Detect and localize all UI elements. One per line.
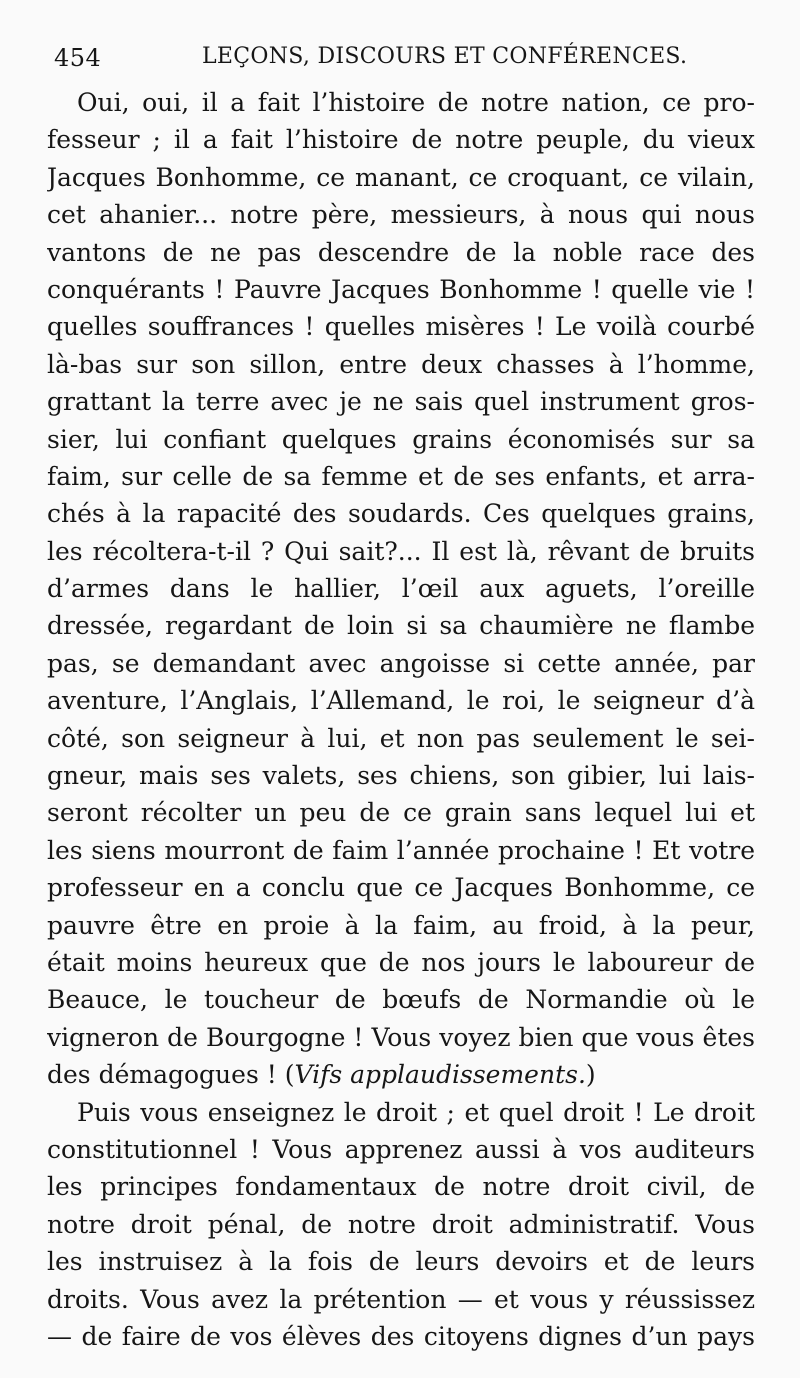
text-line: grattant la terre avec je ne sais quel instrument gros- <box>47 387 755 417</box>
text-line: vantons de ne pas descendre de la noble race des <box>47 237 755 267</box>
text-line: chés à la rapacité des soudards. Ces quelques grains, <box>47 499 755 529</box>
text-line: les récoltera-t-il ? Qui sait?... Il est là, rêvant de bruits <box>47 536 755 566</box>
page-number: 454 <box>54 44 102 72</box>
running-head: LEÇONS, DISCOURS ET CONFÉRENCES. <box>202 44 688 69</box>
text-line: Puis vous enseignez le droit ; et quel droit ! Le droit <box>77 1097 755 1127</box>
text-line: les siens mourront de faim l’année prochaine ! Et votre <box>47 835 755 865</box>
body-text <box>47 84 755 1355</box>
text-line: constitutionnel ! Vous apprenez aussi à vos auditeurs <box>47 1134 755 1164</box>
text-line: d’armes dans le hallier, l’œil aux aguets, l’oreille <box>47 574 755 604</box>
text-line: cet ahanier... notre père, messieurs, à nous qui nous <box>47 200 755 230</box>
text-line: — de faire de vos élèves des citoyens dignes d’un pays <box>47 1321 755 1351</box>
text-line: notre droit pénal, de notre droit administratif. Vous <box>47 1209 755 1239</box>
text-line: gneur, mais ses valets, ses chiens, son gibier, lui lais- <box>47 761 755 791</box>
text-line: droits. Vous avez la prétention — et vous y réussissez <box>47 1284 755 1314</box>
text-line: Oui, oui, il a fait l’histoire de notre nation, ce pro- <box>77 88 755 117</box>
text-line: pas, se demandant avec angoisse si cette année, par <box>47 648 755 678</box>
text-segment: ) <box>585 1060 596 1090</box>
text-line: Jacques Bonhomme, ce manant, ce croquant, ce vilain, <box>47 162 755 192</box>
text-line: seront récolter un peu de ce grain sans lequel lui et <box>47 798 755 828</box>
text-line: les principes fondamentaux de notre droit civil, de <box>47 1172 755 1202</box>
text-line: dressée, regardant de loin si sa chaumière ne flambe <box>47 611 755 641</box>
stage-direction: Vifs applaudissements. <box>294 1060 586 1090</box>
page-header <box>50 40 755 80</box>
text-line: faim, sur celle de sa femme et de ses enfants, et arra- <box>47 461 755 491</box>
text-line: quelles souffrances ! quelles misères ! Le voilà courbé <box>47 312 755 342</box>
text-segment: des démagogues ! ( <box>47 1060 295 1090</box>
text-line: aventure, l’Anglais, l’Allemand, le roi, le seigneur d’à <box>47 686 755 716</box>
text-line: pauvre être en proie à la faim, au froid, à la peur, <box>47 910 755 940</box>
text-line: les instruisez à la fois de leurs devoirs et de leurs <box>47 1247 755 1277</box>
text-line: là-bas sur son sillon, entre deux chasses à l’homme, <box>47 349 755 379</box>
text-line: conquérants ! Pauvre Jacques Bonhomme ! quelle vie ! <box>47 274 755 304</box>
text-line: professeur en a conclu que ce Jacques Bonhomme, ce <box>47 873 755 903</box>
text-line: sier, lui confiant quelques grains économisés sur sa <box>47 424 755 454</box>
text-line: Beauce, le toucheur de bœufs de Normandie où le <box>47 985 755 1015</box>
text-line: fesseur ; il a fait l’histoire de notre peuple, du vieux <box>47 125 755 155</box>
text-line <box>47 1056 755 1093</box>
text-line: côté, son seigneur à lui, et non pas seulement le sei- <box>47 723 755 753</box>
text-line: vigneron de Bourgogne ! Vous voyez bien que vous êtes <box>47 1022 755 1052</box>
text-line: était moins heureux que de nos jours le laboureur de <box>47 947 755 977</box>
